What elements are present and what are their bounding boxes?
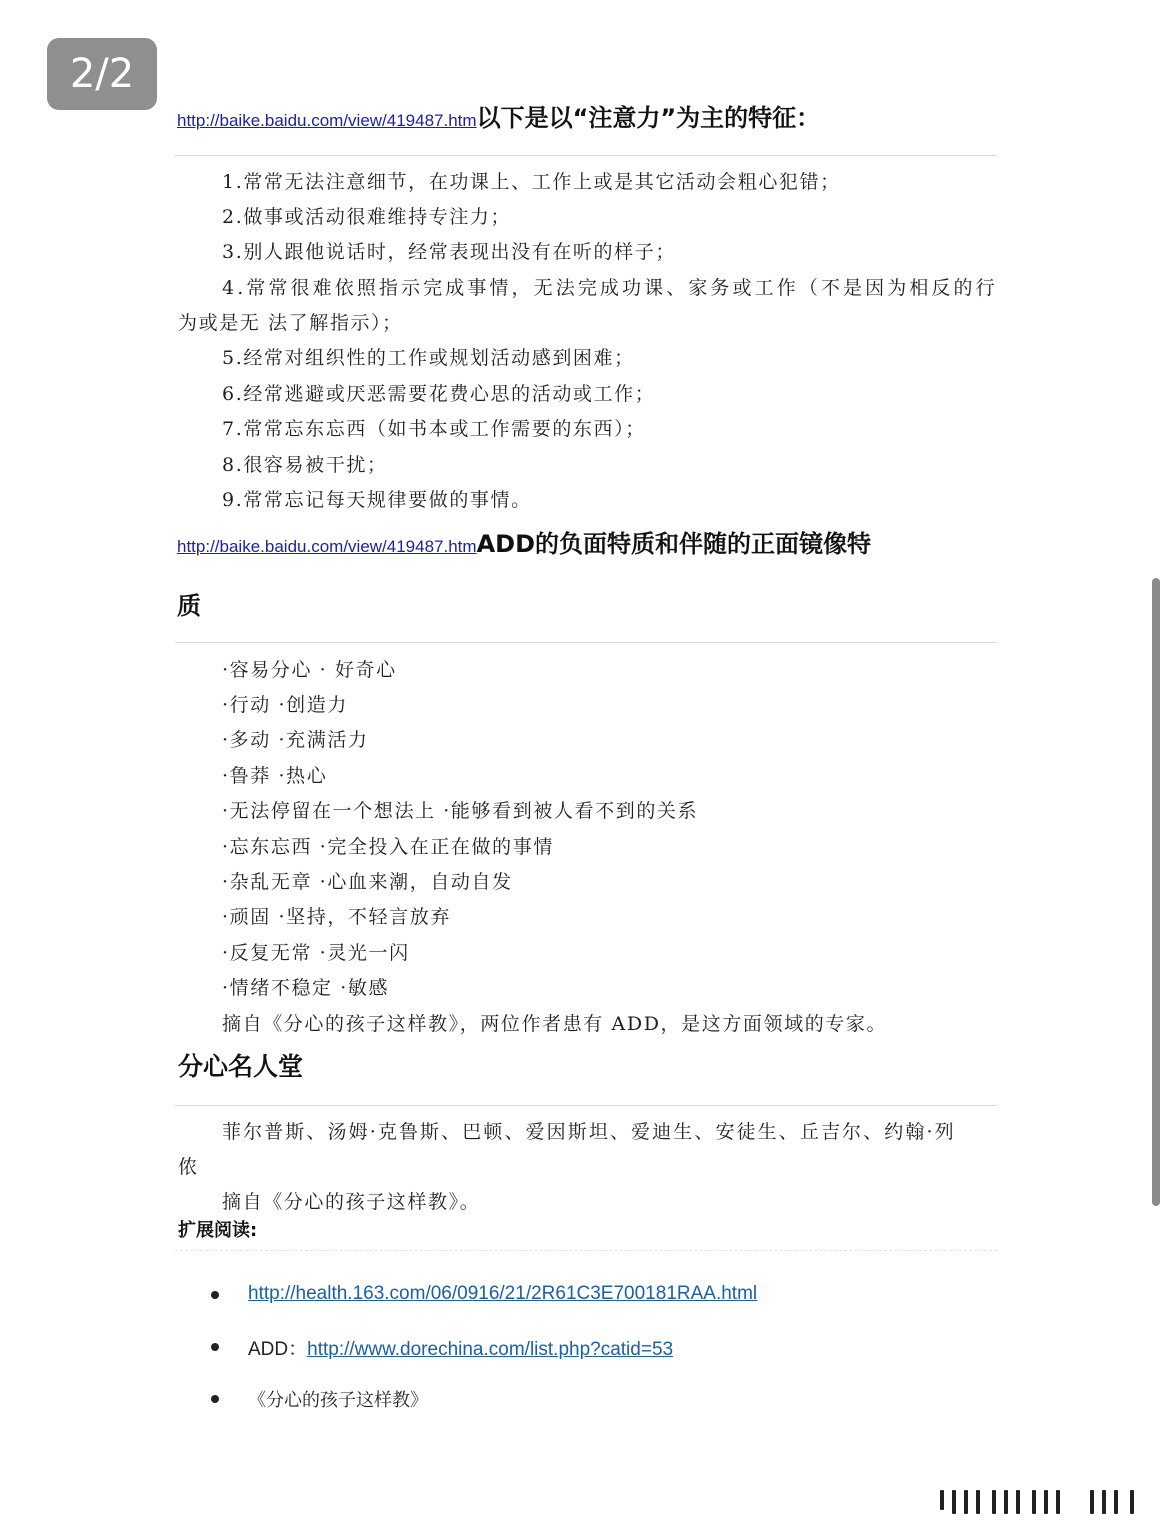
reference-item xyxy=(248,1334,673,1361)
section-heading-continuation xyxy=(177,586,201,621)
names-line-continuation: 侬 xyxy=(178,1156,199,1178)
reference-item xyxy=(248,1283,757,1305)
source-link[interactable]: http://baike.baidu.com/view/419487.htm xyxy=(177,537,477,556)
list-item: 8.很容易被干扰； xyxy=(222,454,388,476)
divider xyxy=(175,1250,997,1252)
trait-pair: ·忘东忘西 ·完全投入在正在做的事情 xyxy=(222,836,554,858)
section-title: 以下是以“注意力”为主的特征： xyxy=(476,104,821,132)
source-link[interactable]: http://baike.baidu.com/view/419487.htm xyxy=(177,111,477,130)
list-item: 9.常常忘记每天规律要做的事情。 xyxy=(222,489,532,511)
citation: 摘自《分心的孩子这样教》，两位作者患有 ADD，是这方面领域的专家。 xyxy=(222,1013,888,1035)
names-line: 菲尔普斯、汤姆·克鲁斯、巴顿、爱因斯坦、爱迪生、安徒生、丘吉尔、约翰·列 xyxy=(222,1121,956,1143)
section-heading-attention xyxy=(177,98,820,133)
trait-pair: ·情绪不稳定 ·敏感 xyxy=(222,977,390,999)
section-title-hall-of-fame: 分心名人堂 xyxy=(178,1052,304,1081)
reference-prefix: ADD： xyxy=(248,1339,308,1360)
list-item-continuation: 为或是无 法了解指示）； xyxy=(178,312,403,334)
bullet-icon xyxy=(211,1395,219,1403)
trait-pair: ·多动 ·充满活力 xyxy=(222,729,369,751)
trait-pair: ·鲁莽 ·热心 xyxy=(222,765,328,787)
section-title-continued: 质 xyxy=(177,592,201,620)
list-item: 5.经常对组织性的工作或规划活动感到困难； xyxy=(222,347,635,369)
list-item: 3.别人跟他说话时，经常表现出没有在听的样子； xyxy=(222,241,676,263)
divider xyxy=(175,155,997,156)
trait-pair: ·容易分心 · 好奇心 xyxy=(222,659,397,681)
section-title: ADD的负面特质和伴随的正面镜像特 xyxy=(476,530,871,558)
list-item: 7.常常忘东忘西（如书本或工作需要的东西）； xyxy=(222,418,646,440)
divider xyxy=(175,642,997,643)
list-item: 4.常常很难依照指示完成事情，无法完成功课、家务或工作（不是因为相反的行 xyxy=(222,277,998,299)
divider xyxy=(175,1105,997,1106)
trait-pair: ·顽固 ·坚持，不轻言放弃 xyxy=(222,906,451,928)
reference-title: 《分心的孩子这样教》 xyxy=(248,1390,428,1411)
bottom-toolbar xyxy=(940,1490,1145,1514)
list-item: 6.经常逃避或厌恶需要花费心思的活动或工作； xyxy=(222,383,656,405)
bullet-icon xyxy=(211,1343,219,1351)
bullet-icon xyxy=(211,1291,219,1299)
trait-pair: ·杂乱无章 ·心血来潮，自动自发 xyxy=(222,871,513,893)
list-item: 2.做事或活动很难维持专注力； xyxy=(222,206,512,228)
reference-item xyxy=(248,1386,428,1412)
citation: 摘自《分心的孩子这样教》。 xyxy=(222,1191,481,1213)
list-item: 1.常常无法注意细节，在功课上、工作上或是其它活动会粗心犯错； xyxy=(222,171,841,193)
reference-link[interactable]: http://health.163.com/06/0916/21/2R61C3E700181RAA.html xyxy=(248,1283,758,1304)
section-heading-add-traits xyxy=(177,524,871,559)
extended-reading-title: 扩展阅读: xyxy=(178,1220,258,1241)
trait-pair: ·反复无常 ·灵光一闪 xyxy=(222,942,410,964)
reference-link[interactable]: http://www.dorechina.com/list.php?catid=53 xyxy=(307,1339,674,1360)
trait-pair: ·行动 ·创造力 xyxy=(222,694,348,716)
scrollbar-thumb[interactable] xyxy=(1152,578,1160,1206)
page-indicator: 2/2 xyxy=(47,38,157,110)
trait-pair: ·无法停留在一个想法上 ·能够看到被人看不到的关系 xyxy=(222,800,699,822)
